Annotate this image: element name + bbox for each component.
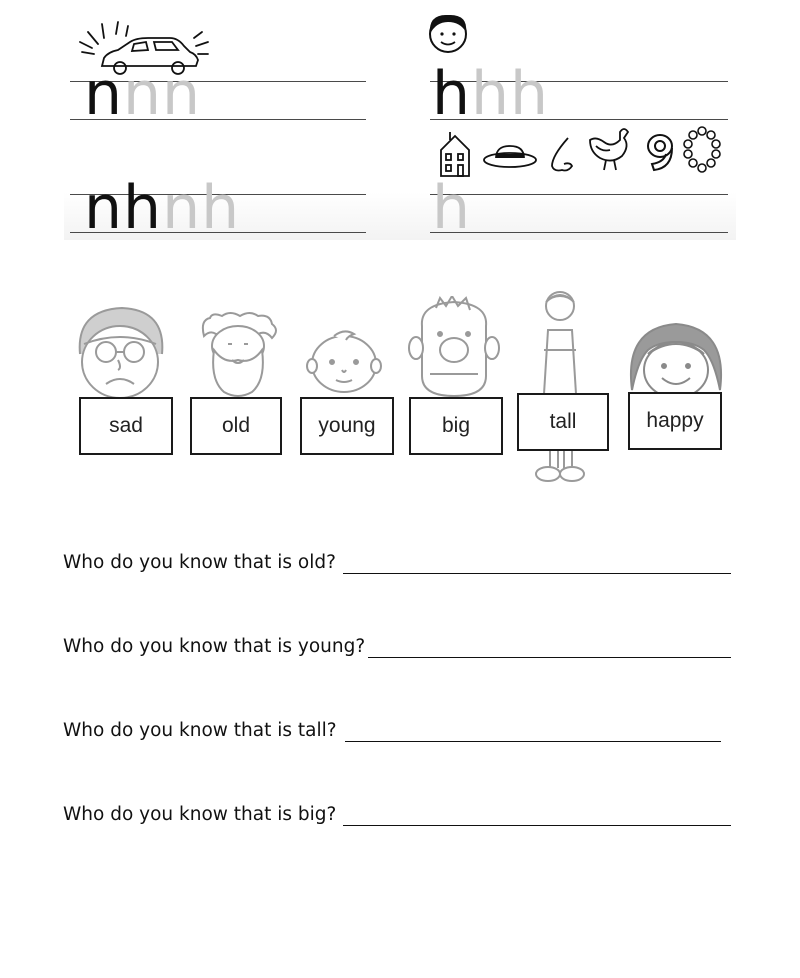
label-young bbox=[300, 397, 394, 455]
question-text: Who do you know that is young? bbox=[63, 636, 366, 657]
label-text: tall bbox=[549, 410, 577, 433]
hat-icon bbox=[482, 140, 538, 170]
face-icon bbox=[426, 12, 470, 54]
tall-girl-figure bbox=[528, 288, 592, 488]
question-young bbox=[63, 636, 365, 657]
house-icon bbox=[438, 128, 472, 178]
model-letter: h bbox=[432, 59, 472, 129]
trace-letters: h bbox=[432, 173, 472, 243]
answer-line-big[interactable] bbox=[343, 825, 731, 826]
question-text: Who do you know that is old? bbox=[63, 552, 336, 573]
question-text: Who do you know that is tall? bbox=[63, 720, 337, 741]
label-big bbox=[409, 397, 503, 455]
number-nine-icon bbox=[644, 132, 676, 174]
car-icon bbox=[74, 20, 210, 78]
letter-row-h-2 bbox=[432, 173, 472, 243]
label-tall bbox=[517, 393, 609, 451]
nose-icon bbox=[548, 136, 580, 174]
answer-line-tall[interactable] bbox=[345, 741, 721, 742]
label-text: young bbox=[318, 414, 376, 437]
letter-row-nh bbox=[84, 173, 241, 243]
hen-icon bbox=[586, 124, 632, 172]
young-boy-figure bbox=[304, 326, 384, 396]
label-text: happy bbox=[646, 409, 704, 432]
question-old bbox=[63, 552, 336, 573]
label-text: sad bbox=[109, 414, 143, 437]
happy-girl-figure bbox=[624, 320, 728, 400]
model-letter: n bbox=[84, 59, 124, 129]
question-tall bbox=[63, 720, 337, 741]
label-text: old bbox=[221, 414, 251, 437]
label-old bbox=[190, 397, 282, 455]
label-sad bbox=[79, 397, 173, 455]
guide-line bbox=[430, 194, 728, 195]
letter-row-h bbox=[432, 59, 550, 129]
label-text: big bbox=[441, 414, 471, 437]
answer-line-old[interactable] bbox=[343, 573, 731, 574]
model-letter: nh bbox=[84, 173, 163, 243]
answer-line-young[interactable] bbox=[368, 657, 731, 658]
trace-letters: nh bbox=[162, 173, 241, 243]
label-happy bbox=[628, 392, 722, 450]
trace-letters: hh bbox=[471, 59, 550, 129]
sad-man-figure bbox=[70, 304, 170, 404]
trace-letters: nn bbox=[123, 59, 202, 129]
question-text: Who do you know that is big? bbox=[63, 804, 337, 825]
guide-line bbox=[430, 232, 728, 233]
necklace-icon bbox=[682, 126, 722, 174]
characters-row bbox=[64, 282, 728, 492]
old-man-figure bbox=[196, 310, 280, 400]
big-man-figure bbox=[400, 296, 508, 400]
question-big bbox=[63, 804, 336, 825]
